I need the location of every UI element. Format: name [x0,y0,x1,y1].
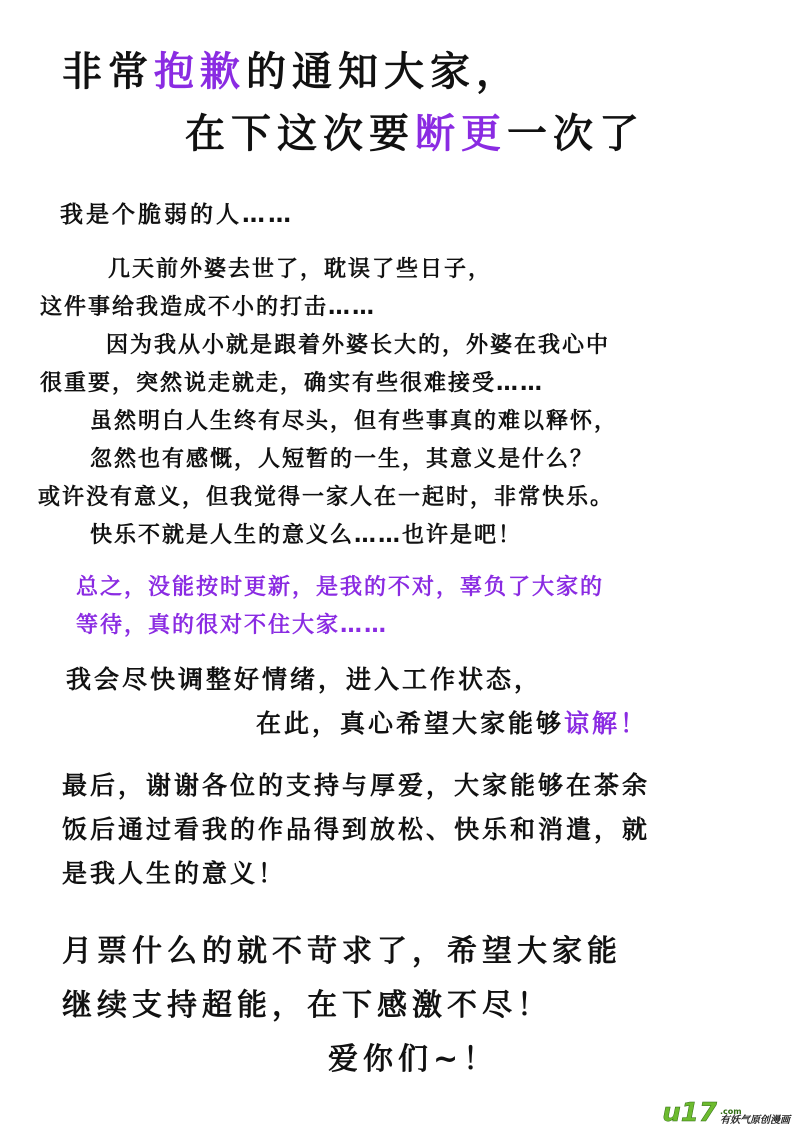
intro-line: 我是个脆弱的人…… [60,202,294,228]
body-line: 忽然也有感慨，人短暂的一生，其意义是什么？ [90,447,595,472]
promise-highlight-understanding: 谅解！ [564,709,649,738]
body-line: 快乐不就是人生的意义么……也许是吧！ [90,523,523,548]
promise-line-2 [256,704,648,740]
title-line-1-part-c: 的通知大家， [246,49,522,95]
body-line: 虽然明白人生终有尽头，但有些事真的难以释怀， [90,409,619,434]
thanks-line: 饭后通过看我的作品得到放松、快乐和消遣，就 [62,815,651,844]
thanks-line: 是我人生的意义！ [62,859,287,888]
u17-logo-dotcom: .com [720,1107,742,1116]
apology-line: 等待，真的很对不住大家…… [76,613,389,638]
body-line: 或许没有意义，但我觉得一家人在一起时，非常快乐。 [38,485,615,510]
promise-line-1: 我会尽快调整好情绪，进入工作状态， [66,665,543,694]
closing-line: 月票什么的就不苛求了，希望大家能 [62,934,622,969]
body-line: 这件事给我造成不小的打击…… [40,295,377,320]
body-line: 很重要，突然说走就走，确实有些很难接受…… [40,371,545,396]
title-highlight-hiatus: 断更 [415,111,507,157]
title-line-2 [185,102,645,159]
title-line-1 [62,40,522,97]
u17-logo [662,1100,790,1126]
title-highlight-apology: 抱歉 [154,49,246,95]
u17-logo-side [720,1108,790,1126]
title-line-1-part-a: 非常 [62,49,154,95]
closing-line: 爱你们~！ [328,1042,499,1077]
body-line: 因为我从小就是跟着外婆长大的，外婆在我心中 [106,333,611,358]
promise-line-2-text: 在此，真心希望大家能够 [256,709,565,738]
title-line-2-part-a: 在下这次要 [185,111,415,157]
apology-line: 总之，没能按时更新，是我的不对，辜负了大家的 [76,575,605,600]
u17-logo-tagline: 有妖气原创漫画 [720,1115,790,1126]
title-line-2-part-c: 一次了 [507,111,645,157]
body-line: 几天前外婆去世了，耽误了些日子， [108,257,493,282]
closing-line: 继续支持超能，在下感激不尽！ [62,988,552,1023]
u17-logo-mark: u17 [662,1098,717,1128]
thanks-line: 最后，谢谢各位的支持与厚爱，大家能够在茶余 [62,771,651,800]
